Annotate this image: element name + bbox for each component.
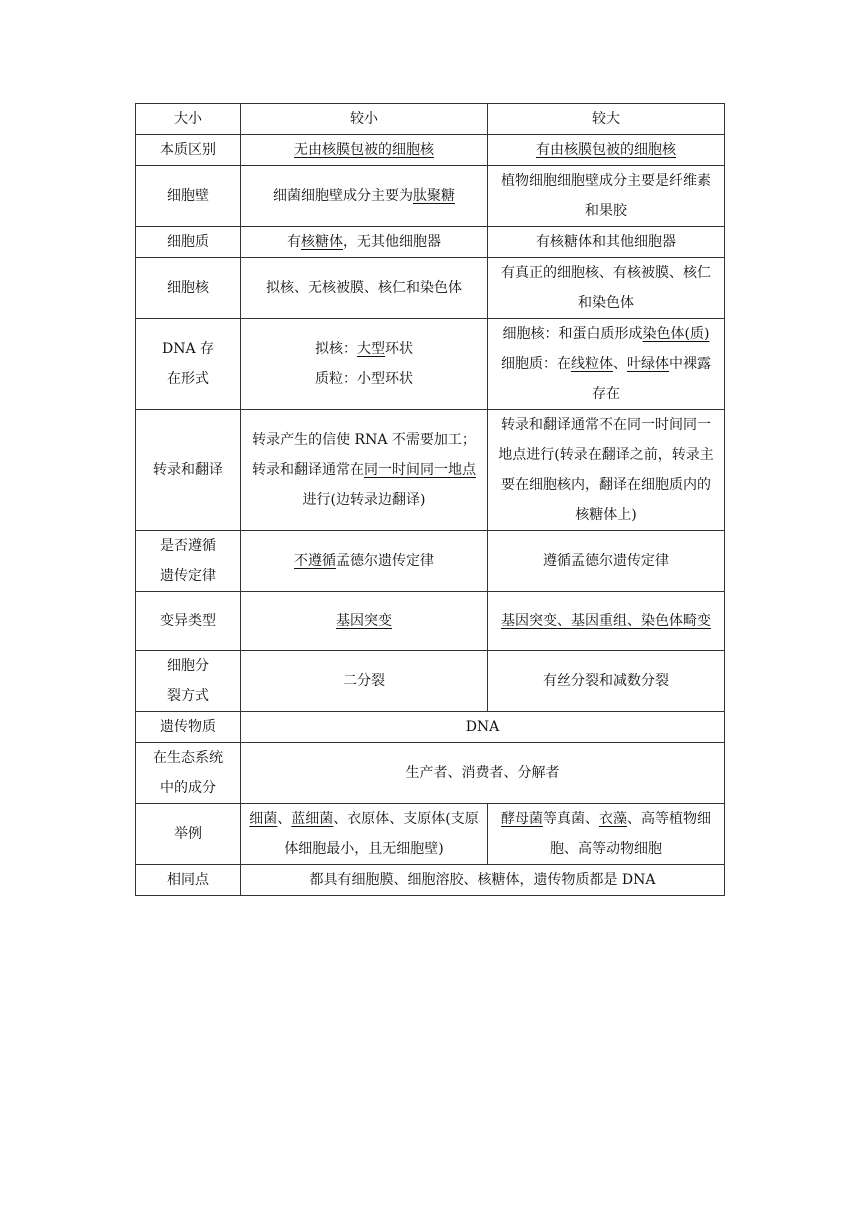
table-row — [136, 410, 725, 531]
underlined-text: 染色体(质) — [642, 326, 710, 342]
cell-text: 等真菌、 — [543, 811, 599, 827]
eukaryote-cell: 转录和翻译通常不在同一时间同一地点进行(转录在翻译之前，转录主要在细胞核内，翻译在细胞质内的核糖体上) — [488, 410, 725, 531]
underlined-text: 叶绿体 — [627, 356, 669, 372]
prokaryote-cell — [241, 804, 488, 865]
prokaryote-cell — [241, 135, 488, 166]
cell-text: 、 — [277, 811, 292, 827]
table-row — [136, 104, 725, 135]
cell-text: 、高等植物细胞、高等动物细胞 — [550, 811, 711, 857]
cell-text: 环状 — [385, 341, 413, 357]
prokaryote-cell — [241, 531, 488, 592]
shared-cell: 都具有细胞膜、细胞溶胶、核糖体，遗传物质都是 DNA — [241, 865, 725, 896]
eukaryote-cell: 有丝分裂和减数分裂 — [488, 651, 725, 712]
prokaryote-cell — [241, 410, 488, 531]
table-row — [136, 743, 725, 804]
cell-text: 孟德尔遗传定律 — [336, 553, 434, 569]
table-row — [136, 319, 725, 410]
table-row — [136, 651, 725, 712]
underlined-text: 无由核膜包被的细胞核 — [294, 142, 434, 158]
shared-cell: 生产者、消费者、分解者 — [241, 743, 725, 804]
row-label: 大小 — [136, 104, 241, 135]
underlined-text: 肽聚糖 — [413, 188, 455, 204]
label-line: 遗传定律 — [160, 568, 216, 584]
cell-text: 进行(边转录边翻译) — [302, 492, 426, 508]
row-label: 相同点 — [136, 865, 241, 896]
cell-text: 细菌细胞壁成分主要为 — [273, 188, 413, 204]
cell-text: 有 — [287, 234, 301, 250]
table-row — [136, 227, 725, 258]
underlined-text: 同一时间同一地点 — [364, 462, 476, 478]
row-label: 本质区别 — [136, 135, 241, 166]
underlined-text: 核糖体 — [301, 234, 343, 250]
row-label: 细胞核 — [136, 258, 241, 319]
label-line: 裂方式 — [167, 688, 209, 704]
row-label: 举例 — [136, 804, 241, 865]
label-line: 中的成分 — [160, 780, 216, 796]
label-line: 在生态系统 — [153, 750, 223, 766]
label-line: 是否遵循 — [160, 538, 216, 554]
underlined-text: 基因突变、基因重组、染色体畸变 — [501, 613, 711, 629]
prokaryote-cell — [241, 166, 488, 227]
eukaryote-cell — [488, 135, 725, 166]
row-label — [136, 531, 241, 592]
row-label: 细胞壁 — [136, 166, 241, 227]
underlined-text: 细菌 — [249, 811, 278, 827]
table-row — [136, 592, 725, 651]
comparison-table — [135, 103, 725, 896]
underlined-text: 蓝细菌 — [291, 811, 334, 827]
cell-text: 中裸露存在 — [592, 356, 711, 402]
table-row — [136, 865, 725, 896]
cell-text: ，无其他细胞器 — [343, 234, 441, 250]
row-label — [136, 651, 241, 712]
eukaryote-cell: 较大 — [488, 104, 725, 135]
cell-text: 细胞质：在 — [501, 356, 571, 372]
cell-text: 质粒：小型环状 — [315, 371, 413, 387]
prokaryote-cell — [241, 592, 488, 651]
row-label: 细胞质 — [136, 227, 241, 258]
shared-cell: DNA — [241, 712, 725, 743]
eukaryote-cell — [488, 592, 725, 651]
underlined-text: 不遵循 — [294, 553, 336, 569]
underlined-text: 大型 — [357, 341, 385, 357]
prokaryote-cell: 二分裂 — [241, 651, 488, 712]
prokaryote-cell — [241, 319, 488, 410]
label-line: DNA 存 — [161, 341, 215, 357]
row-label — [136, 319, 241, 410]
prokaryote-cell: 较小 — [241, 104, 488, 135]
cell-text: 转录产生的信使 RNA 不需要加工；转录和翻译通常在 — [252, 432, 476, 478]
eukaryote-cell: 有核糖体和其他细胞器 — [488, 227, 725, 258]
eukaryote-cell — [488, 804, 725, 865]
label-line: 在形式 — [167, 371, 209, 387]
underlined-text: 有由核膜包被的细胞核 — [536, 142, 676, 158]
prokaryote-cell: 拟核、无核被膜、核仁和染色体 — [241, 258, 488, 319]
table-row — [136, 166, 725, 227]
table-row — [136, 531, 725, 592]
table-row — [136, 804, 725, 865]
underlined-text: 基因突变 — [336, 613, 392, 629]
cell-text: 、衣原体、支原体(支原体细胞最小，且无细胞壁) — [284, 811, 479, 857]
cell-text: 、 — [613, 356, 627, 372]
cell-text: 细胞核：和蛋白质形成 — [502, 326, 643, 342]
table-row — [136, 135, 725, 166]
prokaryote-cell — [241, 227, 488, 258]
row-label: 变异类型 — [136, 592, 241, 651]
underlined-text: 酵母菌 — [501, 811, 543, 827]
label-line: 细胞分 — [167, 658, 209, 674]
row-label: 遗传物质 — [136, 712, 241, 743]
underlined-text: 衣藻 — [599, 811, 627, 827]
eukaryote-cell: 植物细胞细胞壁成分主要是纤维素和果胶 — [488, 166, 725, 227]
row-label: 转录和翻译 — [136, 410, 241, 531]
eukaryote-cell — [488, 319, 725, 410]
table-row — [136, 258, 725, 319]
table-row — [136, 712, 725, 743]
cell-text: 拟核： — [315, 341, 357, 357]
row-label — [136, 743, 241, 804]
underlined-text: 线粒体 — [571, 356, 613, 372]
eukaryote-cell: 遵循孟德尔遗传定律 — [488, 531, 725, 592]
eukaryote-cell: 有真正的细胞核、有核被膜、核仁和染色体 — [488, 258, 725, 319]
